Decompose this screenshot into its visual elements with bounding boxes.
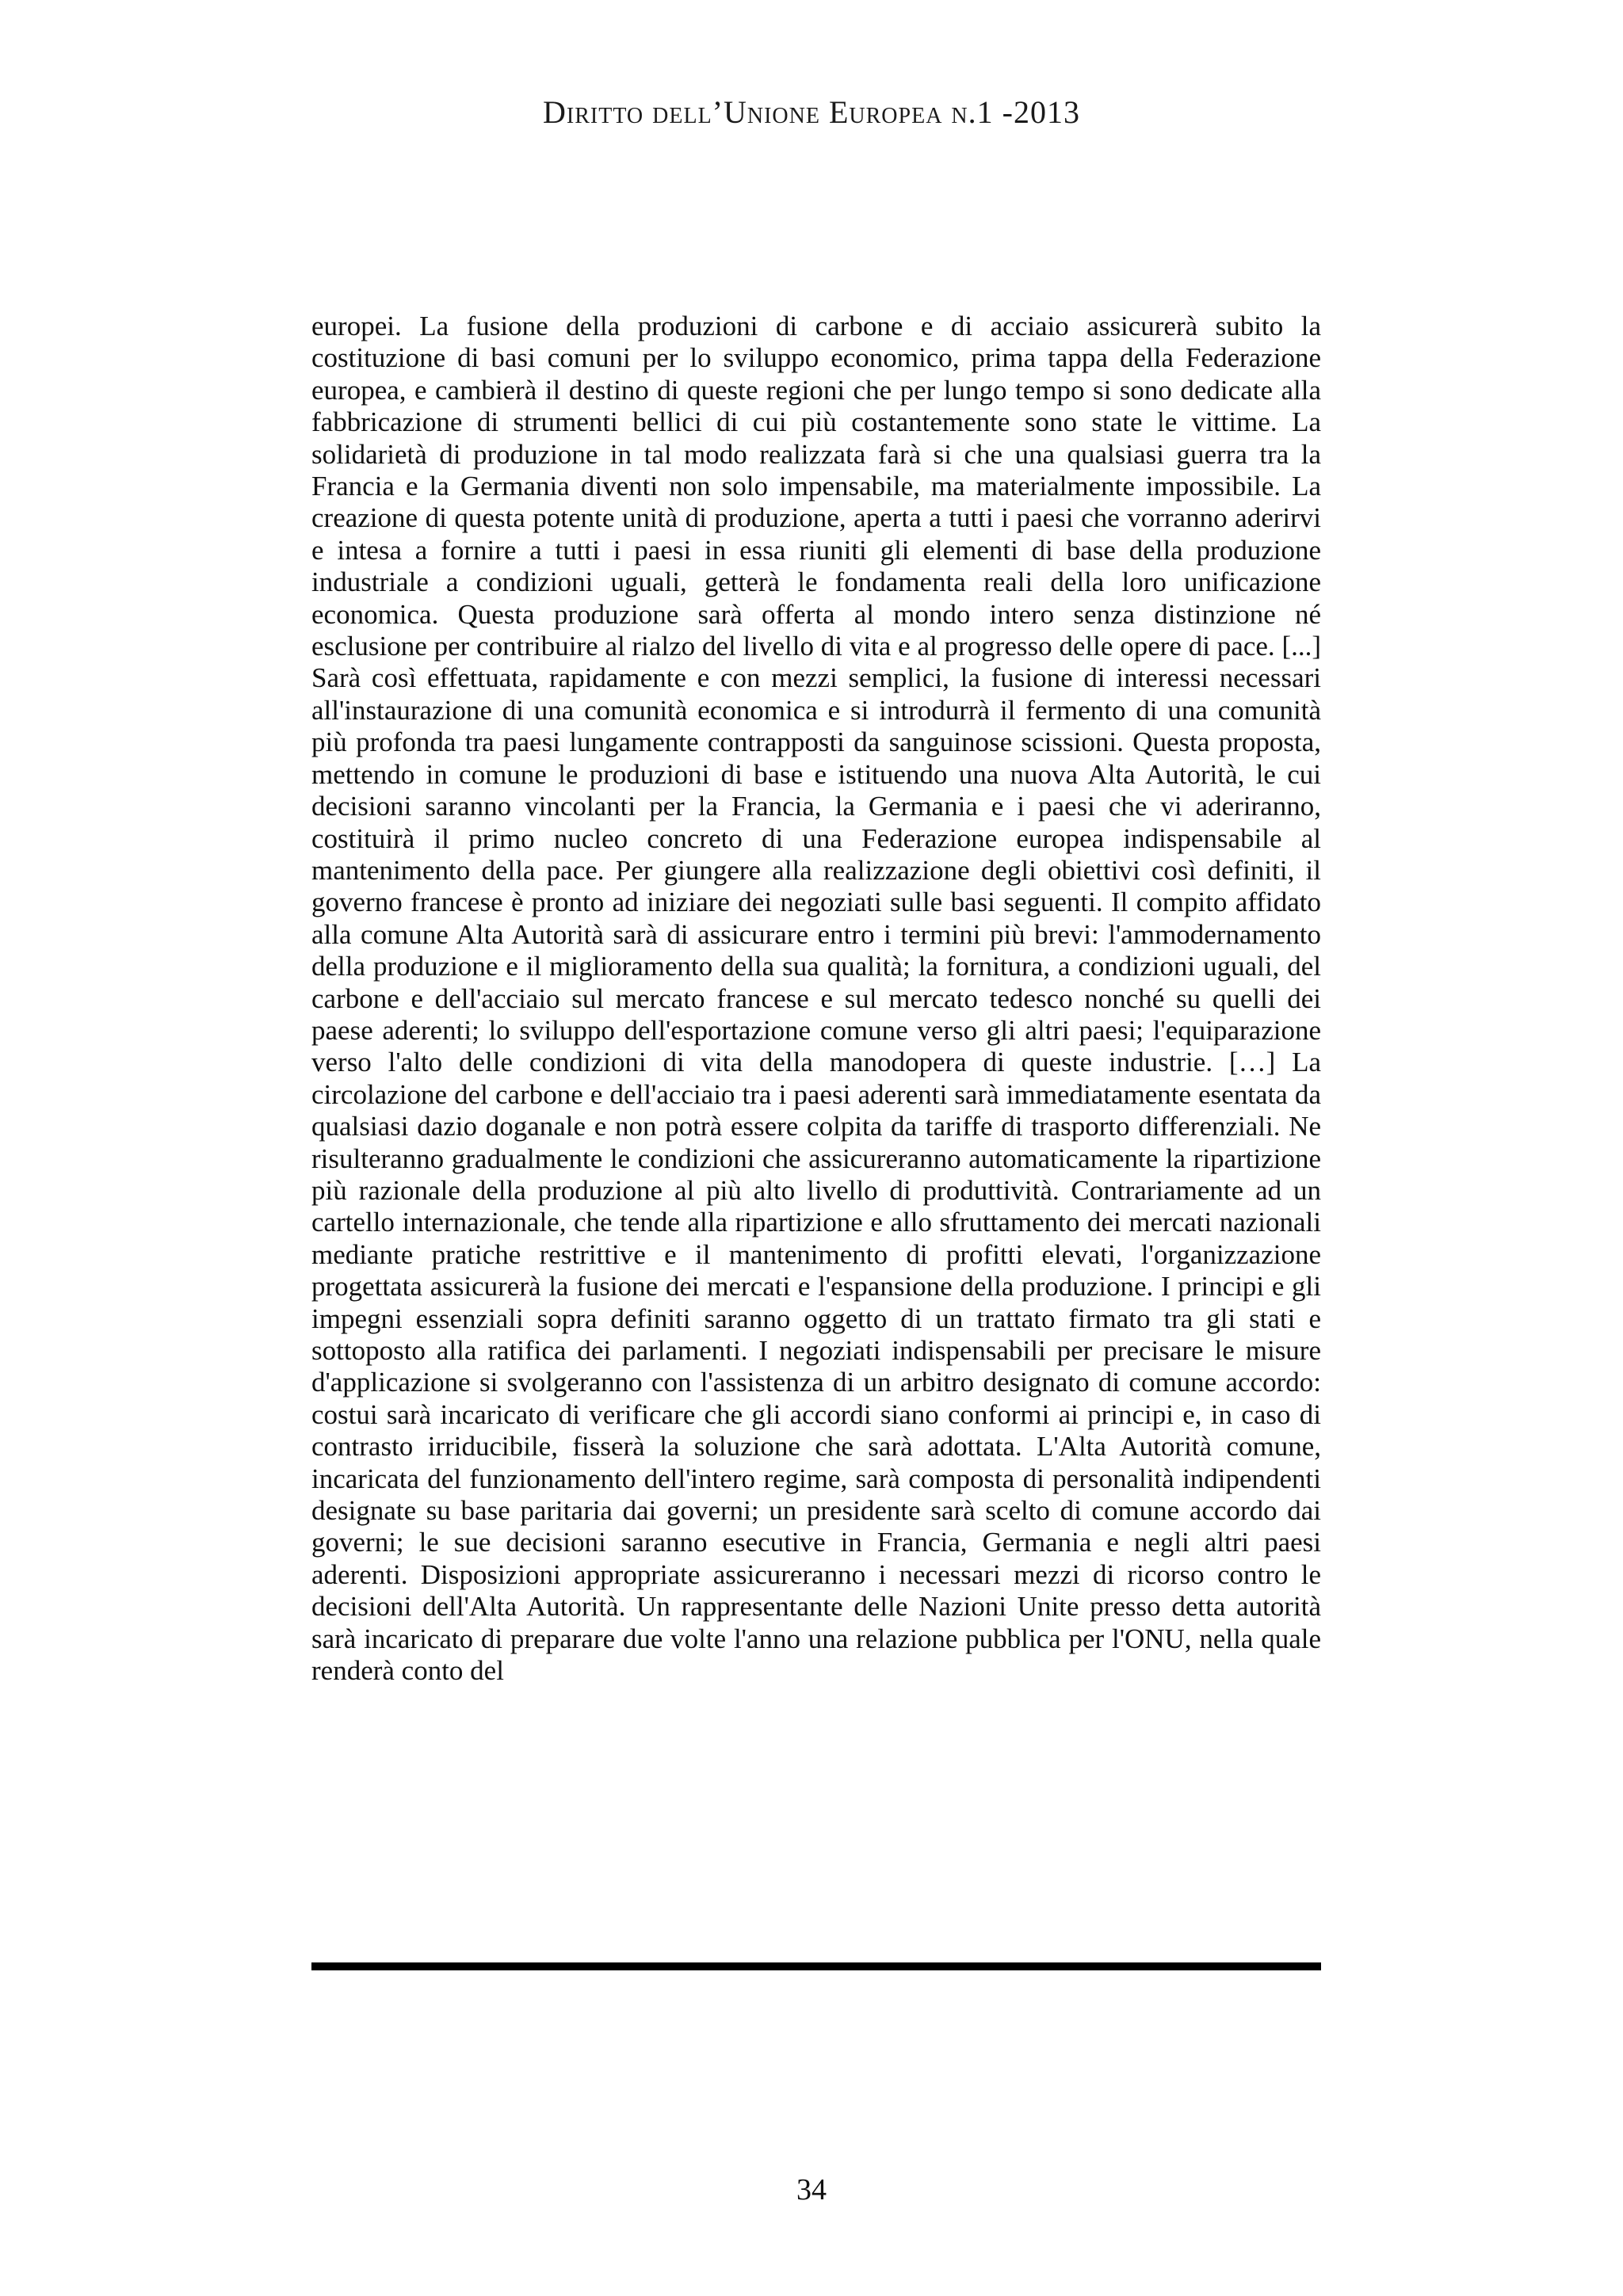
running-header: Diritto dell’Unione Europea n.1 -2013 (543, 94, 1080, 130)
page-number: 34 (796, 2173, 827, 2206)
body-paragraph: europei. La fusione della produzioni di carbone e di acciaio assicurerà subito la costituzione di basi comuni per lo sviluppo economico, prima tappa della Federazione europea, e cambierà il destino di queste regioni che per lungo tempo si sono dedicate alla fabbricazione di strumenti bellici di cui più costantemente sono state le vittime. La solidarietà di produzione in tal modo realizzata farà si che una qualsiasi guerra tra la Francia e la Germania diventi non solo impensabile, ma materialmente impossibile. La creazione di questa potente unità di produzione, aperta a tutti i paesi che vorranno aderirvi e intesa a fornire a tutti i paesi in essa riuniti gli elementi di base della produzione industriale a condizioni uguali, getterà le fondamenta reali della loro unificazione economica. Questa produzione sarà offerta al mondo intero senza distinzione né esclusione per contribuire al rialzo del livello di vita e al progresso delle opere di pace. [...] Sarà così effettuata, rapidamente e con mezzi semplici, la fusione di interessi necessari all'instaurazione di una comunità economica e si introdurrà il fermento di una comunità più profonda tra paesi lungamente contrapposti da sanguinose scissioni. Questa proposta, mettendo in comune le produzioni di base e istituendo una nuova Alta Autorità, le cui decisioni saranno vincolanti per la Francia, la Germania e i paesi che vi aderiranno, costituirà il primo nucleo concreto di una Federazione europea indispensabile al mantenimento della pace. Per giungere alla realizzazione degli obiettivi così definiti, il governo francese è pronto ad iniziare dei negoziati sulle basi seguenti. Il compito affidato alla comune Alta Autorità sarà di assicurare entro i termini più brevi: l'ammodernamento della produzione e il miglioramento della sua qualità; la fornitura, a condizioni uguali, del carbone e dell'acciaio sul mercato francese e sul mercato tedesco nonché su quelli dei paese aderenti; lo sviluppo dell'esportazione comune verso gli altri paesi; l'equiparazione verso l'alto delle condizioni di vita della manodopera di queste industrie. […] La circolazione del carbone e dell'acciaio tra i paesi aderenti sarà immediatamente esentata da qualsiasi dazio doganale e non potrà essere colpita da tariffe di trasporto differenziali. Ne risulteranno gradualmente le condizioni che assicureranno automaticamente la ripartizione più razionale della produzione al più alto livello di produttività. Contrariamente ad un cartello internazionale, che tende alla ripartizione e allo sfruttamento dei mercati nazionali mediante pratiche restrittive e il mantenimento di profitti elevati, l'organizzazione progettata assicurerà la fusione dei mercati e l'espansione della produzione. I principi e gli impegni essenziali sopra definiti saranno oggetto di un trattato firmato tra gli stati e sottoposto alla ratifica dei parlamenti. I negoziati indispensabili per precisare le misure d'applicazione si svolgeranno con l'assistenza di un arbitro designato di comune accordo: costui sarà incaricato di verificare che gli accordi siano conformi ai principi e, in caso di contrasto irriducibile, fisserà la soluzione che sarà adottata. L'Alta Autorità comune, incaricata del funzionamento dell'intero regime, sarà composta di personalità indipendenti designate su base paritaria dai governi; un presidente sarà scelto di comune accordo dai governi; le sue decisioni saranno esecutive in Francia, Germania e negli altri paesi aderenti. Disposizioni appropriate assicureranno i necessari mezzi di ricorso contro le decisioni dell'Alta Autorità. Un rappresentante delle Nazioni Unite presso detta autorità sarà incaricato di preparare due volte l'anno una relazione pubblica per l'ONU, nella quale renderà conto del (311, 311, 1321, 1687)
footnote-separator-rule (311, 1962, 1321, 1970)
